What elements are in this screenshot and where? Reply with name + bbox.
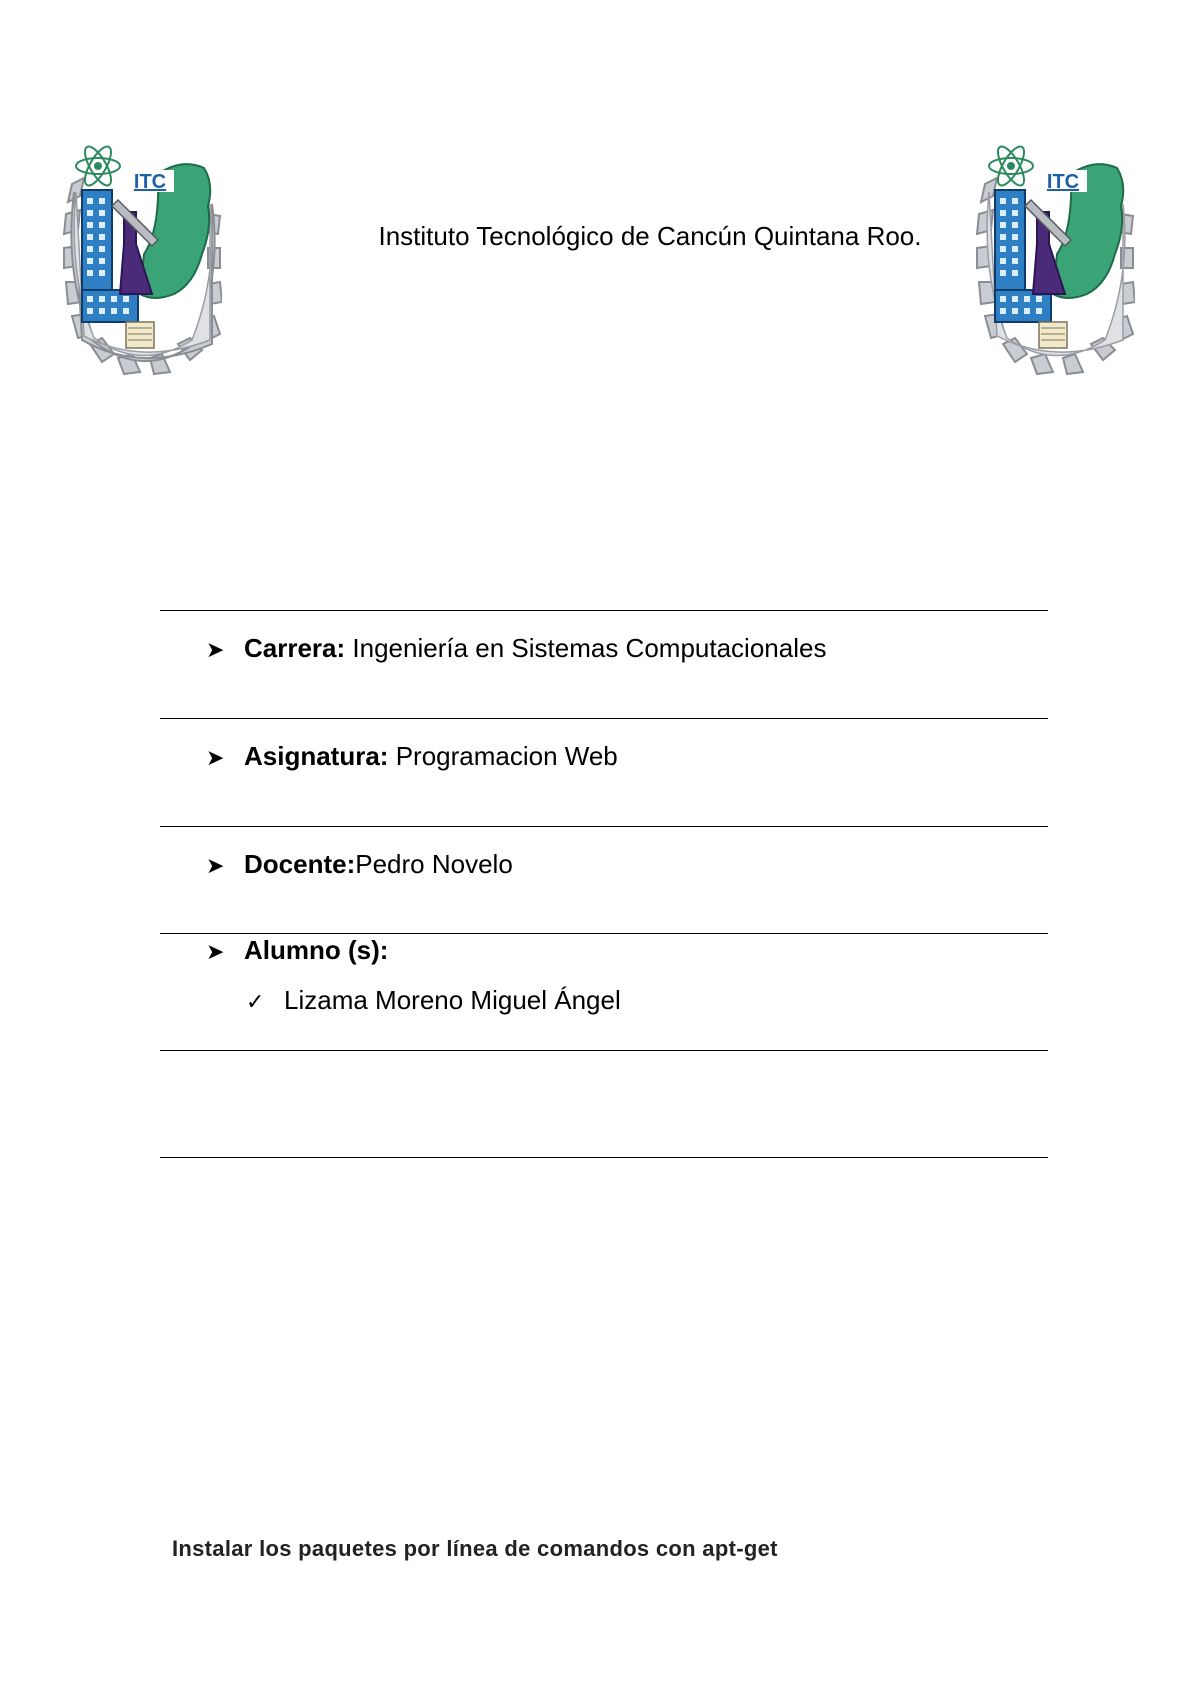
field-career xyxy=(206,632,826,666)
field-students xyxy=(206,934,388,968)
arrowhead-bullet-icon: ➤ xyxy=(206,745,225,770)
field-teacher-label: Docente: xyxy=(244,849,356,879)
logo-text: ITC xyxy=(133,171,167,193)
field-students-label: Alumno (s): xyxy=(244,935,389,965)
arrowhead-bullet-icon: ➤ xyxy=(206,939,225,964)
document-topic: Instalar los paquetes por línea de comandos con apt-get xyxy=(172,1536,778,1561)
itc-logo-icon xyxy=(62,144,222,376)
arrowhead-bullet-icon: ➤ xyxy=(206,637,225,662)
divider-line xyxy=(160,1157,1048,1158)
field-career-value: Ingeniería en Sistemas Computacionales xyxy=(345,633,827,663)
arrowhead-bullet-icon: ➤ xyxy=(206,853,225,878)
student-name: Lizama Moreno Miguel Ángel xyxy=(284,985,621,1015)
divider-line xyxy=(160,1050,1048,1051)
divider-line xyxy=(160,718,1048,719)
divider-line xyxy=(160,826,1048,827)
check-mark-icon: ✓ xyxy=(246,989,265,1014)
field-career-label: Carrera: xyxy=(244,633,346,663)
logo-text: ITC xyxy=(1046,171,1080,193)
itc-logo-right xyxy=(975,144,1135,376)
field-subject-label: Asignatura: xyxy=(244,741,389,771)
itc-logo-left xyxy=(62,144,222,376)
divider-line xyxy=(160,610,1048,611)
institute-title: Instituto Tecnológico de Cancún Quintana Roo. xyxy=(378,221,922,251)
field-subject xyxy=(206,740,618,774)
field-subject-value: Programacion Web xyxy=(388,741,618,771)
field-teacher xyxy=(206,848,513,882)
field-teacher-value: Pedro Novelo xyxy=(355,849,513,879)
student-list-item xyxy=(246,984,621,1018)
itc-logo-icon xyxy=(975,144,1135,376)
